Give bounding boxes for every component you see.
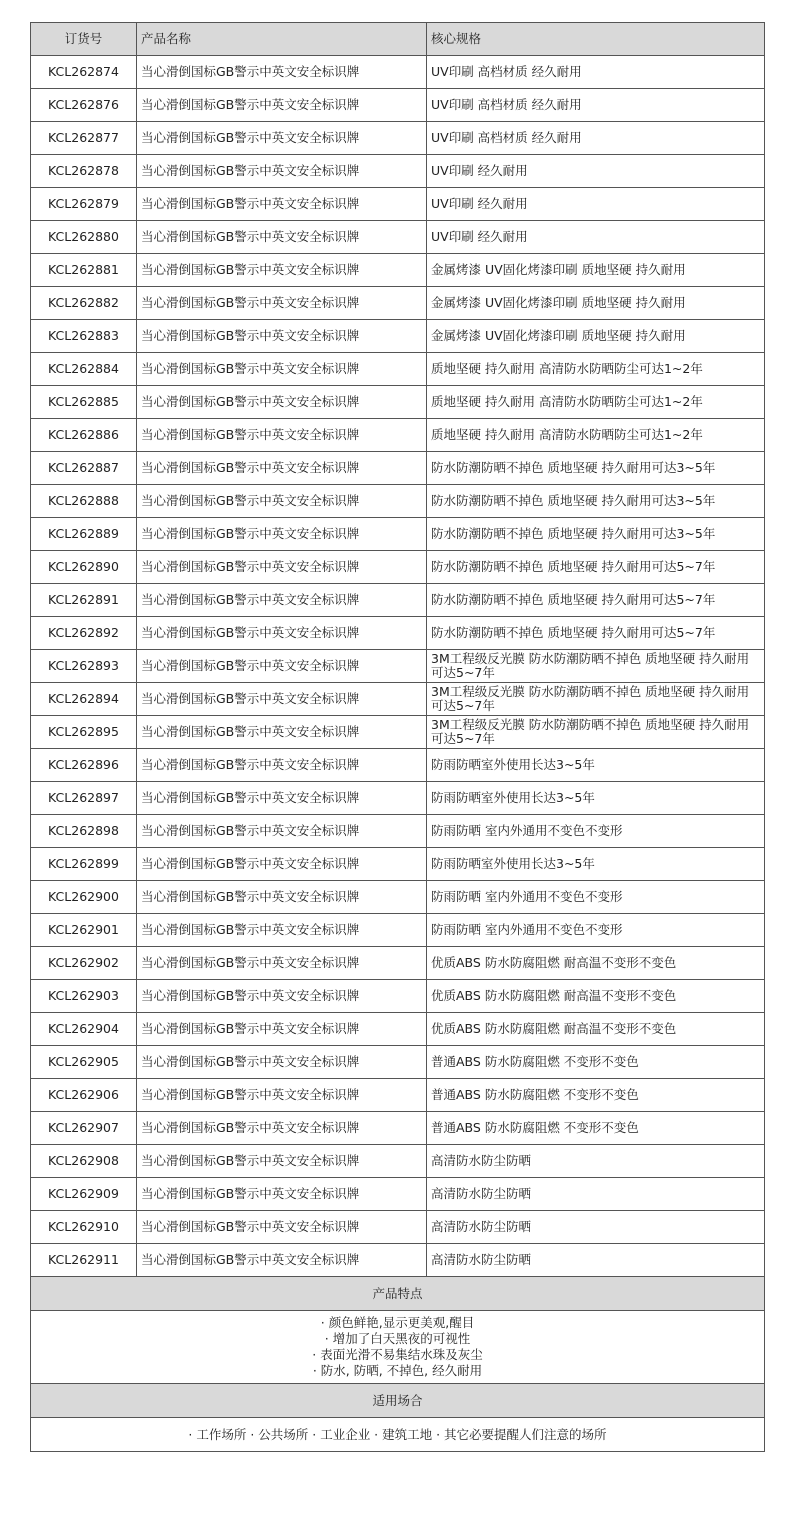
table-row [31,320,765,353]
table-row [31,1244,765,1277]
product-name-cell: 当心滑倒国标GB警示中英文安全标识牌 [137,947,427,980]
order-no-cell: KCL262874 [31,56,137,89]
feature-item: · 防水, 防晒, 不掉色, 经久耐用 [312,1363,483,1378]
features-title-row [31,1277,765,1311]
table-row [31,650,765,683]
table-row [31,89,765,122]
order-no-cell: KCL262893 [31,650,137,683]
table-row [31,485,765,518]
spec-cell: 3M工程级反光膜 防水防潮防晒不掉色 质地坚硬 持久耐用可达5~7年 [427,716,765,749]
table-row [31,617,765,650]
feature-item: · 表面光滑不易集结水珠及灰尘 [312,1347,483,1362]
table-row [31,782,765,815]
spec-cell: UV印刷 经久耐用 [427,188,765,221]
header-order-no: 订货号 [31,23,137,56]
order-no-cell: KCL262890 [31,551,137,584]
feature-item: · 增加了白天黑夜的可视性 [324,1331,471,1346]
table-row [31,386,765,419]
product-name-cell: 当心滑倒国标GB警示中英文安全标识牌 [137,419,427,452]
product-name-cell: 当心滑倒国标GB警示中英文安全标识牌 [137,353,427,386]
product-table [30,22,765,1452]
order-no-cell: KCL262894 [31,683,137,716]
product-name-cell: 当心滑倒国标GB警示中英文安全标识牌 [137,881,427,914]
product-name-cell: 当心滑倒国标GB警示中英文安全标识牌 [137,617,427,650]
product-name-cell: 当心滑倒国标GB警示中英文安全标识牌 [137,716,427,749]
spec-cell: 质地坚硬 持久耐用 高清防水防晒防尘可达1~2年 [427,353,765,386]
order-no-cell: KCL262879 [31,188,137,221]
table-row [31,815,765,848]
table-row [31,749,765,782]
spec-cell: 防水防潮防晒不掉色 质地坚硬 持久耐用可达5~7年 [427,617,765,650]
product-name-cell: 当心滑倒国标GB警示中英文安全标识牌 [137,1079,427,1112]
order-no-cell: KCL262903 [31,980,137,1013]
table-row [31,584,765,617]
applications-text: · 工作场所 · 公共场所 · 工业企业 · 建筑工地 · 其它必要提醒人们注意的场所 [31,1418,765,1452]
spec-cell: 防雨防晒室外使用长达3~5年 [427,749,765,782]
product-name-cell: 当心滑倒国标GB警示中英文安全标识牌 [137,485,427,518]
applications-row [31,1418,765,1452]
order-no-cell: KCL262880 [31,221,137,254]
order-no-cell: KCL262897 [31,782,137,815]
table-row [31,980,765,1013]
spec-cell: 金属烤漆 UV固化烤漆印刷 质地坚硬 持久耐用 [427,320,765,353]
order-no-cell: KCL262885 [31,386,137,419]
product-name-cell: 当心滑倒国标GB警示中英文安全标识牌 [137,221,427,254]
spec-cell: 防雨防晒 室内外通用不变色不变形 [427,881,765,914]
table-row [31,1145,765,1178]
table-row [31,716,765,749]
table-row [31,1112,765,1145]
table-row [31,287,765,320]
table-header-row [31,23,765,56]
spec-cell: 高清防水防尘防晒 [427,1145,765,1178]
applications-title-row [31,1384,765,1418]
order-no-cell: KCL262896 [31,749,137,782]
table-row [31,1079,765,1112]
table-row [31,254,765,287]
product-name-cell: 当心滑倒国标GB警示中英文安全标识牌 [137,1145,427,1178]
spec-cell: UV印刷 高档材质 经久耐用 [427,89,765,122]
order-no-cell: KCL262886 [31,419,137,452]
spec-cell: 高清防水防尘防晒 [427,1244,765,1277]
order-no-cell: KCL262881 [31,254,137,287]
product-name-cell: 当心滑倒国标GB警示中英文安全标识牌 [137,1112,427,1145]
order-no-cell: KCL262889 [31,518,137,551]
table-row [31,1046,765,1079]
spec-cell: UV印刷 高档材质 经久耐用 [427,56,765,89]
table-row [31,518,765,551]
product-name-cell: 当心滑倒国标GB警示中英文安全标识牌 [137,122,427,155]
table-row [31,353,765,386]
spec-cell: 3M工程级反光膜 防水防潮防晒不掉色 质地坚硬 持久耐用可达5~7年 [427,650,765,683]
order-no-cell: KCL262909 [31,1178,137,1211]
order-no-cell: KCL262898 [31,815,137,848]
table-row [31,122,765,155]
table-row [31,221,765,254]
spec-cell: 高清防水防尘防晒 [427,1178,765,1211]
table-row [31,551,765,584]
product-name-cell: 当心滑倒国标GB警示中英文安全标识牌 [137,650,427,683]
table-row [31,419,765,452]
order-no-cell: KCL262891 [31,584,137,617]
spec-cell: 防雨防晒 室内外通用不变色不变形 [427,914,765,947]
order-no-cell: KCL262892 [31,617,137,650]
order-no-cell: KCL262878 [31,155,137,188]
spec-cell: 优质ABS 防水防腐阻燃 耐高温不变形不变色 [427,980,765,1013]
spec-cell: 普通ABS 防水防腐阻燃 不变形不变色 [427,1046,765,1079]
features-title: 产品特点 [31,1277,765,1311]
order-no-cell: KCL262904 [31,1013,137,1046]
order-no-cell: KCL262908 [31,1145,137,1178]
product-name-cell: 当心滑倒国标GB警示中英文安全标识牌 [137,1244,427,1277]
features-row [31,1311,765,1384]
order-no-cell: KCL262882 [31,287,137,320]
product-name-cell: 当心滑倒国标GB警示中英文安全标识牌 [137,584,427,617]
product-name-cell: 当心滑倒国标GB警示中英文安全标识牌 [137,287,427,320]
product-name-cell: 当心滑倒国标GB警示中英文安全标识牌 [137,320,427,353]
order-no-cell: KCL262910 [31,1211,137,1244]
spec-cell: 防水防潮防晒不掉色 质地坚硬 持久耐用可达3~5年 [427,452,765,485]
order-no-cell: KCL262900 [31,881,137,914]
product-name-cell: 当心滑倒国标GB警示中英文安全标识牌 [137,1013,427,1046]
spec-cell: 防水防潮防晒不掉色 质地坚硬 持久耐用可达3~5年 [427,485,765,518]
order-no-cell: KCL262876 [31,89,137,122]
spec-cell: 防水防潮防晒不掉色 质地坚硬 持久耐用可达5~7年 [427,551,765,584]
spec-cell: 优质ABS 防水防腐阻燃 耐高温不变形不变色 [427,947,765,980]
table-row [31,914,765,947]
order-no-cell: KCL262884 [31,353,137,386]
spec-cell: 优质ABS 防水防腐阻燃 耐高温不变形不变色 [427,1013,765,1046]
product-name-cell: 当心滑倒国标GB警示中英文安全标识牌 [137,683,427,716]
order-no-cell: KCL262911 [31,1244,137,1277]
table-row [31,881,765,914]
spec-cell: 普通ABS 防水防腐阻燃 不变形不变色 [427,1112,765,1145]
spec-sheet [30,22,764,1452]
product-name-cell: 当心滑倒国标GB警示中英文安全标识牌 [137,155,427,188]
product-name-cell: 当心滑倒国标GB警示中英文安全标识牌 [137,914,427,947]
spec-cell: 防雨防晒室外使用长达3~5年 [427,848,765,881]
spec-cell: 质地坚硬 持久耐用 高清防水防晒防尘可达1~2年 [427,386,765,419]
spec-cell: 普通ABS 防水防腐阻燃 不变形不变色 [427,1079,765,1112]
product-name-cell: 当心滑倒国标GB警示中英文安全标识牌 [137,848,427,881]
table-row [31,56,765,89]
product-name-cell: 当心滑倒国标GB警示中英文安全标识牌 [137,56,427,89]
header-product-name: 产品名称 [137,23,427,56]
order-no-cell: KCL262901 [31,914,137,947]
features-list [31,1311,765,1384]
product-name-cell: 当心滑倒国标GB警示中英文安全标识牌 [137,89,427,122]
product-rows [31,56,765,1277]
order-no-cell: KCL262905 [31,1046,137,1079]
order-no-cell: KCL262895 [31,716,137,749]
table-row [31,1013,765,1046]
table-row [31,452,765,485]
product-name-cell: 当心滑倒国标GB警示中英文安全标识牌 [137,1178,427,1211]
table-row [31,1211,765,1244]
product-name-cell: 当心滑倒国标GB警示中英文安全标识牌 [137,1046,427,1079]
product-name-cell: 当心滑倒国标GB警示中英文安全标识牌 [137,815,427,848]
order-no-cell: KCL262883 [31,320,137,353]
spec-cell: 防雨防晒室外使用长达3~5年 [427,782,765,815]
spec-cell: 防水防潮防晒不掉色 质地坚硬 持久耐用可达5~7年 [427,584,765,617]
spec-cell: 质地坚硬 持久耐用 高清防水防晒防尘可达1~2年 [427,419,765,452]
applications-title: 适用场合 [31,1384,765,1418]
table-row [31,1178,765,1211]
product-name-cell: 当心滑倒国标GB警示中英文安全标识牌 [137,188,427,221]
table-row [31,947,765,980]
header-spec: 核心规格 [427,23,765,56]
order-no-cell: KCL262907 [31,1112,137,1145]
product-name-cell: 当心滑倒国标GB警示中英文安全标识牌 [137,386,427,419]
order-no-cell: KCL262887 [31,452,137,485]
product-name-cell: 当心滑倒国标GB警示中英文安全标识牌 [137,551,427,584]
order-no-cell: KCL262902 [31,947,137,980]
product-name-cell: 当心滑倒国标GB警示中英文安全标识牌 [137,518,427,551]
product-name-cell: 当心滑倒国标GB警示中英文安全标识牌 [137,254,427,287]
spec-cell: 高清防水防尘防晒 [427,1211,765,1244]
spec-cell: 防雨防晒 室内外通用不变色不变形 [427,815,765,848]
spec-cell: 防水防潮防晒不掉色 质地坚硬 持久耐用可达3~5年 [427,518,765,551]
spec-cell: 3M工程级反光膜 防水防潮防晒不掉色 质地坚硬 持久耐用可达5~7年 [427,683,765,716]
product-name-cell: 当心滑倒国标GB警示中英文安全标识牌 [137,1211,427,1244]
order-no-cell: KCL262899 [31,848,137,881]
spec-cell: UV印刷 高档材质 经久耐用 [427,122,765,155]
product-name-cell: 当心滑倒国标GB警示中英文安全标识牌 [137,980,427,1013]
spec-cell: UV印刷 经久耐用 [427,155,765,188]
product-name-cell: 当心滑倒国标GB警示中英文安全标识牌 [137,452,427,485]
table-row [31,848,765,881]
table-row [31,188,765,221]
table-row [31,683,765,716]
spec-cell: UV印刷 经久耐用 [427,221,765,254]
order-no-cell: KCL262877 [31,122,137,155]
product-name-cell: 当心滑倒国标GB警示中英文安全标识牌 [137,749,427,782]
spec-cell: 金属烤漆 UV固化烤漆印刷 质地坚硬 持久耐用 [427,254,765,287]
order-no-cell: KCL262906 [31,1079,137,1112]
spec-cell: 金属烤漆 UV固化烤漆印刷 质地坚硬 持久耐用 [427,287,765,320]
order-no-cell: KCL262888 [31,485,137,518]
product-name-cell: 当心滑倒国标GB警示中英文安全标识牌 [137,782,427,815]
table-row [31,155,765,188]
feature-item: · 颜色鲜艳,显示更美观,醒目 [320,1315,475,1330]
